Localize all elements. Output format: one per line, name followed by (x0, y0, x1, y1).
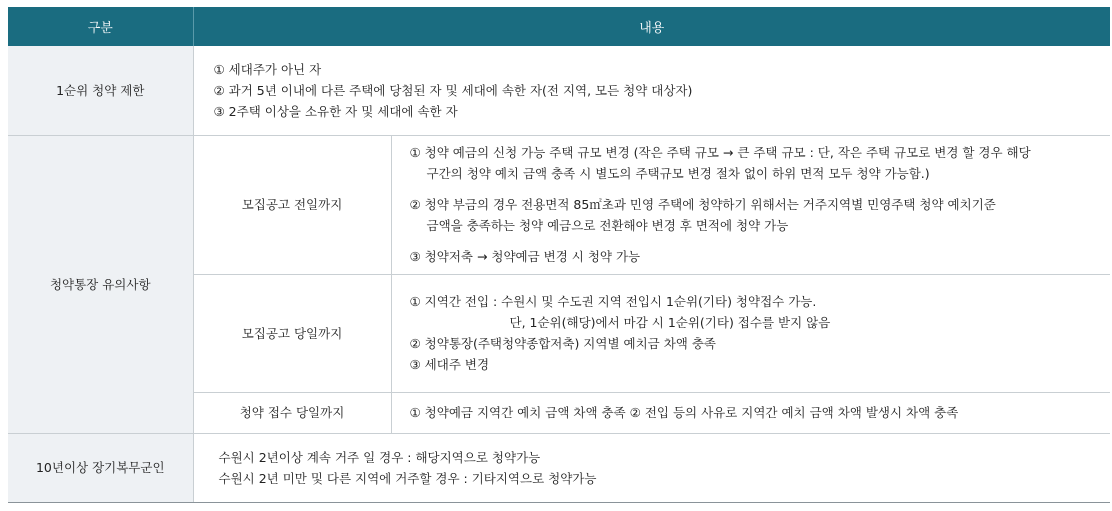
list-item: ② 청약 부금의 경우 전용면적 85㎡초과 민영 주택에 청약하기 위해서는 거주지역별 민영주택 청약 예치기준 (409, 197, 996, 212)
subscription-info-table (8, 7, 1110, 503)
list-item: ② 과거 5년 이내에 다른 주택에 당첨된 자 및 세대에 속한 자(전 지역, 모든 청약 대상자) (213, 82, 693, 98)
list-item-continued: 구간의 청약 예치 금액 충족 시 별도의 주택규모 변경 절차 없이 하위 면적 모두 청약 가능함.) (426, 166, 930, 181)
sub-category: 모집공고 당일까지 (193, 274, 391, 392)
table-row-notice-before (8, 135, 1110, 274)
row-content (193, 433, 1110, 502)
row-category: 청약통장 유의사항 (8, 135, 193, 433)
list-item: ① 지역간 전입 : 수원시 및 수도권 지역 전입시 1순위(기타) 청약접수 가능. (409, 294, 817, 309)
list-item: ③ 세대주 변경 (409, 357, 490, 372)
sub-category: 청약 접수 당일까지 (193, 392, 391, 433)
list-item: ① 청약 예금의 신청 가능 주택 규모 변경 (작은 주택 규모 → 큰 주택 규모 : 단, 작은 주택 규모로 변경 할 경우 해당 (409, 145, 1031, 160)
row-category: 10년이상 장기복무군인 (8, 433, 193, 502)
list-item: ③ 청약저축 → 청약예금 변경 시 청약 가능 (409, 249, 641, 264)
info-table-wrapper (8, 7, 1110, 503)
row-content (193, 46, 1110, 135)
list-item-continued: 단, 1순위(해당)에서 마감 시 1순위(기타) 접수를 받지 않음 (509, 315, 831, 330)
row-category: 1순위 청약 제한 (8, 46, 193, 135)
sub-category: 모집공고 전일까지 (193, 135, 391, 274)
row-content (391, 274, 1110, 392)
row-content (391, 135, 1110, 274)
table-row-long-term-soldier (8, 433, 1110, 502)
list-item: 수원시 2년이상 계속 거주 일 경우 : 해당지역으로 청약가능 (218, 449, 541, 465)
header-content: 내용 (193, 7, 1110, 46)
header-category: 구분 (8, 7, 193, 46)
list-item: ① 세대주가 아닌 자 (213, 61, 322, 77)
list-item: ③ 2주택 이상을 소유한 자 및 세대에 속한 자 (213, 103, 458, 119)
row-content (391, 392, 1110, 433)
table-row-first-priority-restriction (8, 46, 1110, 135)
list-item-continued: 금액을 충족하는 청약 예금으로 전환해야 변경 후 면적에 청약 가능 (426, 218, 789, 233)
list-item: ② 청약통장(주택청약종합저축) 지역별 예치금 차액 충족 (409, 336, 716, 351)
list-item: 수원시 2년 미만 및 다른 지역에 거주할 경우 : 기타지역으로 청약가능 (218, 470, 597, 486)
table-header-row (8, 7, 1110, 46)
list-item: ① 청약예금 지역간 예치 금액 차액 충족 ② 전입 등의 사유로 지역간 예치 금액 차액 발생시 차액 충족 (409, 405, 959, 420)
